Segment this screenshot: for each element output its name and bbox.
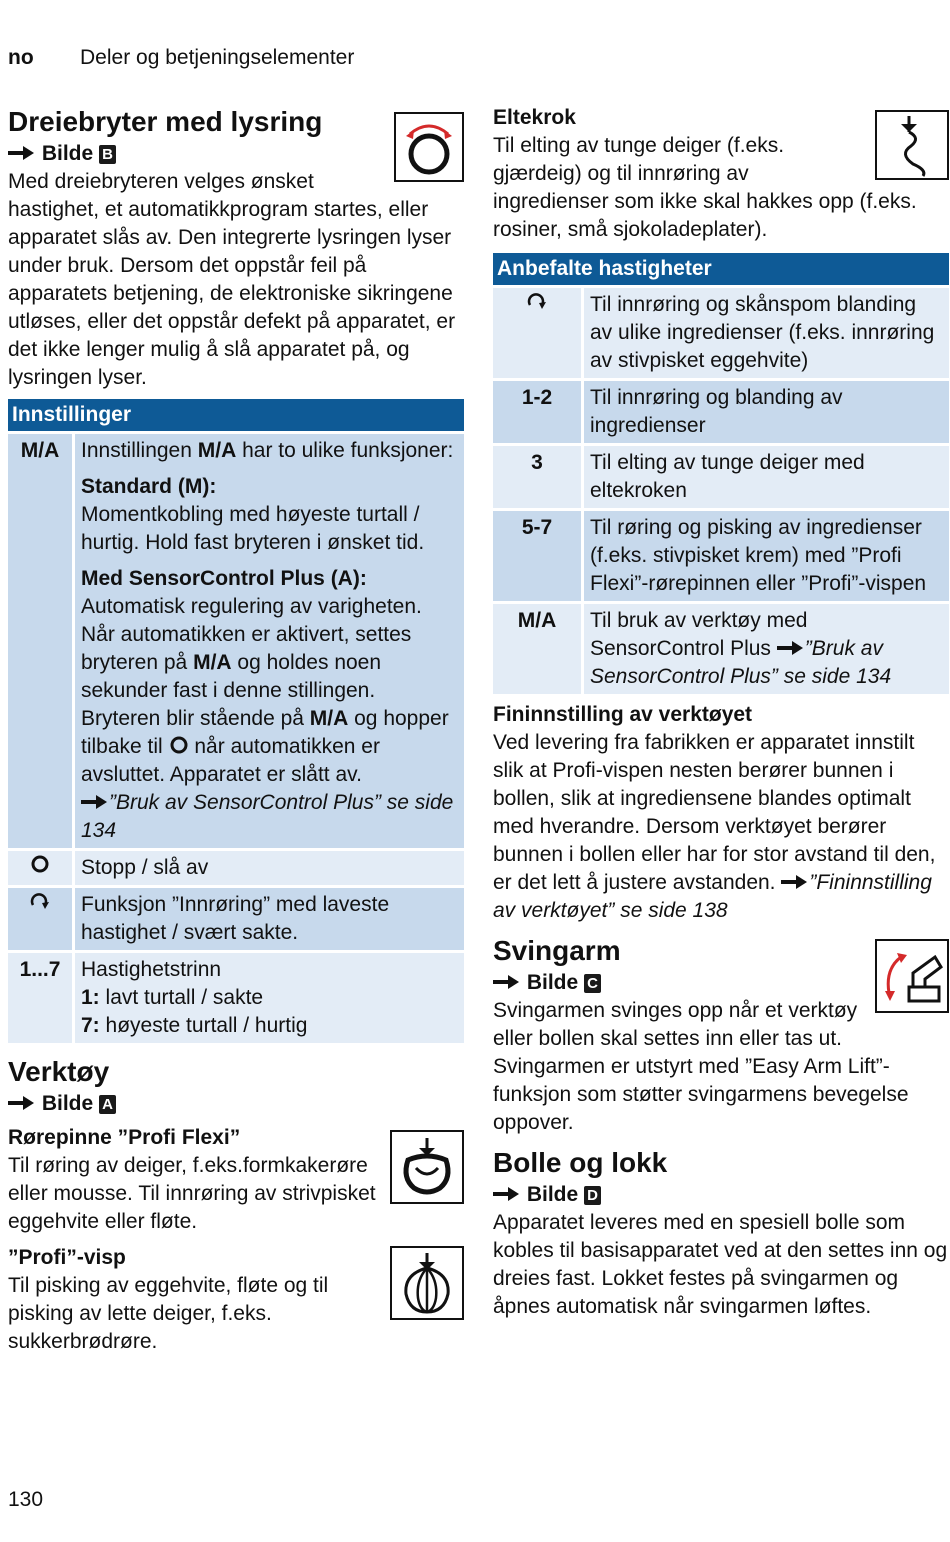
figure-key: D bbox=[584, 1186, 601, 1205]
table-row: 1...7 Hastighetstrinn 1: lavt turtall / sakte 7: høyeste turtall / hurtig bbox=[8, 953, 464, 1043]
figure-key: B bbox=[99, 145, 116, 164]
swing-arm-icon bbox=[875, 939, 949, 1013]
arrow-right-icon bbox=[81, 789, 109, 817]
arrow-right-icon bbox=[493, 969, 521, 997]
table-row: M/A Innstillingen M/A har to ulike funksjoner: Standard (M): Momentkobling med høyeste turtall / hurtig. Hold fast bryteren i ønsket tid. Med SensorControl Plus (A): Automatisk regulering av varigheten. Når automatikken er aktivert, settes bryteren på M/A og holdes noen sekunder fast i denne stillingen. Bryteren blir stående på M/A og hopper tilbake til når automatikken er avsluttet. Apparatet er slått av. ”Bruk av SensorControl Plus” se side 134 bbox=[8, 434, 464, 848]
cross-reference-link[interactable]: ”Fininnstilling av verktøyet” se side 138 bbox=[493, 871, 932, 922]
off-circle-icon bbox=[169, 735, 189, 758]
section-title-bowl: Bolle og lokk bbox=[493, 1147, 668, 1178]
dial-knob-icon bbox=[394, 112, 464, 182]
figure-reference: Bilde A bbox=[8, 1090, 464, 1118]
right-column bbox=[493, 104, 949, 1321]
table-row: M/A Til bruk av verktøy med SensorControl Plus ”Bruk av SensorControl Plus” se side 134 bbox=[493, 604, 949, 694]
tool-description-hook: Til elting av tunge deiger (f.eks. gjærdeig) og til innrøring av ingredienser som ikke skal hakkes opp (f.eks. rosiner, små sjokoladeplater). bbox=[493, 134, 917, 241]
flexi-beater-icon bbox=[390, 1130, 464, 1204]
arrow-right-icon bbox=[781, 869, 809, 897]
kneading-hook-icon bbox=[875, 110, 949, 180]
tool-title-hook: Eltekrok bbox=[493, 106, 576, 129]
fine-adjust-title: Fininnstilling av verktøyet bbox=[493, 703, 753, 726]
page-header bbox=[8, 46, 354, 70]
tool-description-flexi: Til røring av deiger, f.eks.formkakerøre eller mousse. Til innrøring av strivpisket eggehvite eller fløte. bbox=[8, 1154, 376, 1233]
figure-reference: Bilde D bbox=[493, 1181, 949, 1209]
table-row: 1-2 Til innrøring og blanding av ingredienser bbox=[493, 381, 949, 443]
table-row: Funksjon ”Innrøring” med laveste hastighet / svært sakte. bbox=[8, 888, 464, 950]
arrow-right-icon bbox=[493, 1181, 521, 1209]
section-title-swing-arm: Svingarm bbox=[493, 935, 621, 966]
header-title: Deler og betjeningselementer bbox=[80, 46, 355, 69]
section-title-tools: Verktøy bbox=[8, 1056, 110, 1087]
settings-table bbox=[8, 396, 464, 1046]
tool-description-whisk: Til pisking av eggehvite, fløte og til pisking av lette deiger, f.eks. sukkerbrødrøre. bbox=[8, 1274, 329, 1353]
figure-key: A bbox=[99, 1095, 116, 1114]
swing-arm-description: Svingarmen svinges opp når et verktøy eller bollen skal settes inn eller tas ut. Svingarmen er utstyrt med ”Easy Arm Lift”-funksjon som støtter svingarmens bevegelse oppover. bbox=[493, 999, 909, 1134]
fine-adjust-description: Ved levering fra fabrikken er apparatet innstilt slik at Profi-vispen nesten berører bunnen i bollen, slik at ingrediensene blandes optimalt med hverandre. Dersom verktøyet berører bunnen i bollen eller har for stor avstand til den, er det lett å justere avstanden. ”Fininnstilling av verktøyet” se side 138 bbox=[493, 731, 936, 922]
left-column bbox=[8, 104, 464, 1356]
arrow-right-icon bbox=[777, 635, 805, 663]
table-row: 5-7 Til røring og pisking av ingredienser (f.eks. stivpisket krem) med ”Profi Flexi”-rørepinnen eller ”Profi”-vispen bbox=[493, 511, 949, 601]
page-number: 130 bbox=[8, 1488, 44, 1511]
table-row: 3 Til elting av tunge deiger med eltekroken bbox=[493, 446, 949, 508]
speeds-table-title: Anbefalte hastigheter bbox=[493, 253, 949, 285]
whisk-icon bbox=[390, 1246, 464, 1320]
stir-rotation-icon bbox=[29, 893, 51, 916]
tool-title-flexi: Rørepinne ”Profi Flexi” bbox=[8, 1126, 241, 1149]
settings-table-title: Innstillinger bbox=[8, 399, 464, 431]
table-row: Til innrøring og skånspom blanding av ulike ingredienser (f.eks. innrøring av stivpisket eggehvite) bbox=[493, 288, 949, 378]
bowl-description: Apparatet leveres med en spesiell bolle som kobles til basisapparatet ved at den settes inn og dreies fast. Lokket festes på svingarmen og åpnes automatisk når svingarmen løftes. bbox=[493, 1211, 948, 1318]
off-circle-icon bbox=[30, 856, 50, 879]
dial-description: Med dreiebryteren velges ønsket hastighet, et automatikkprogram startes, eller apparatet slås av. Den integrerte lysringen lyser under bruk. Dersom det oppstår feil på apparatets betjening, de elektroniske sikringene utløses, eller det oppstår defekt på apparatet, er det ikke lenger mulig å slå apparatet på, og lysringen lyser. bbox=[8, 170, 456, 389]
arrow-right-icon bbox=[8, 1090, 36, 1118]
language-code: no bbox=[8, 46, 34, 69]
table-row: Stopp / slå av bbox=[8, 851, 464, 885]
figure-key: C bbox=[584, 974, 601, 993]
section-title-dial: Dreiebryter med lysring bbox=[8, 106, 323, 137]
tool-title-whisk: ”Profi”-visp bbox=[8, 1246, 126, 1269]
speeds-table bbox=[493, 250, 949, 697]
stir-rotation-icon bbox=[526, 293, 548, 316]
figure-reference: Bilde B bbox=[8, 140, 464, 168]
arrow-right-icon bbox=[8, 140, 36, 168]
figure-reference: Bilde C bbox=[493, 969, 949, 997]
cross-reference-link[interactable]: ”Bruk av SensorControl Plus” se side 134 bbox=[81, 791, 454, 842]
cross-reference-link[interactable]: ”Bruk av SensorControl Plus” se side 134 bbox=[590, 637, 892, 688]
